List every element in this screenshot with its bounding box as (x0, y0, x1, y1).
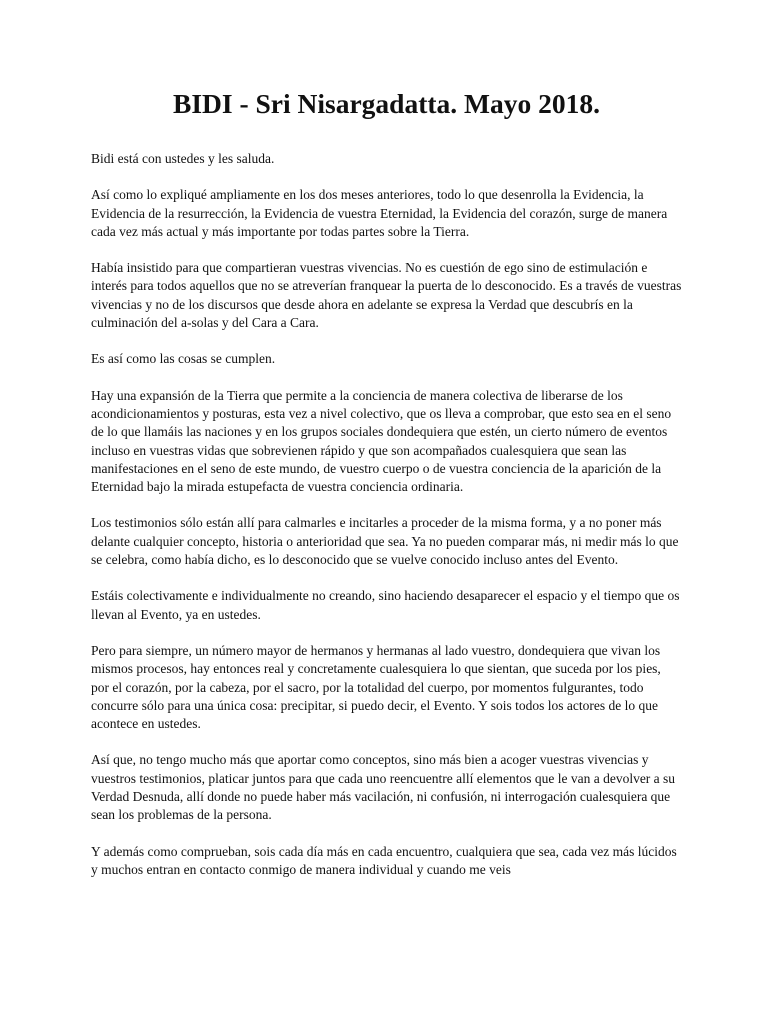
paragraph-5: Hay una expansión de la Tierra que permite a la conciencia de manera colectiva de liberarse de los acondicionamientos y posturas, esta vez a nivel colectivo, que os lleva a comprobar, que esto sea en el seno de lo que llamáis las naciones y en los grupos sociales dondequiera que estén, un cierto número de eventos incluso en vuestras vidas que sobrevienen rápido y que son acompañados cualesquiera que sean las manifestaciones en el seno de este mundo, de vuestro cuerpo o de vuestra conciencia de la aparición de la Eternidad bajo la mirada estupefacta de vuestra conciencia ordinaria. (91, 387, 672, 495)
paragraph-8: Pero para siempre, un número mayor de hermanos y hermanas al lado vuestro, dondequiera que vivan los mismos procesos, hay entonces real y concretamente cualesquiera lo que sientan, que suceda por los pies, por el corazón, por la cabeza, por el sacro, por la totalidad del cuerpo, por momentos fulgurantes, todo concurre sólo para una única cosa: precipitar, si puedo decir, el Evento. Y sois todos los actores de lo que acontece en ustedes. (91, 642, 661, 732)
paragraph-6: Los testimonios sólo están allí para calmarles e incitarles a proceder de la misma forma, y a no poner más delante cualquier concepto, historia o anterioridad que sea. Ya no pueden comparar más, ni medir más lo que se celebra, como había dicho, es lo desconocido que se vuelve conocido incluso antes del Evento. (91, 515, 679, 568)
paragraph-10: Y además como comprueban, sois cada día más en cada encuentro, cualquiera que sea, cada vez más lúcidos y muchos entran en contacto conmigo de manera individual y cuando me veis (91, 843, 677, 877)
paragraph-7: Estáis colectivamente e individualmente no creando, sino haciendo desaparecer el espacio y el tiempo que os llevan al Evento, ya en ustedes. (91, 588, 680, 622)
paragraph-4: Es así como las cosas se cumplen. (91, 351, 276, 367)
document-title: BIDI - Sri Nisargadatta. Mayo 2018. (172, 88, 600, 119)
paragraph-9: Así que, no tengo mucho más que aportar como conceptos, sino más bien a acoger vuestras vivencias y vuestros testimonios, platicar juntos para que cada uno reencuentre allí elementos que le van a devolver a su Verdad Desnuda, allí donde no puede haber más vacilación, ni confusión, ni interrogación cualesquiera que sean los problemas de la persona. (91, 752, 676, 823)
document-body (91, 150, 682, 879)
paragraph-3: Había insistido para que compartieran vuestras vivencias. No es cuestión de ego sino de estimulación e interés para todos aquellos que no se atreverían franquear la puerta de lo desconocido. Es a través de vuestras vivencias y no de los discursos que desde ahora en adelante se expresa la Verdad que descubrís en la culminación del a-solas y del Cara a Cara. (91, 260, 682, 331)
paragraph-2: Así como lo expliqué ampliamente en los dos meses anteriores, todo lo que desenrolla la Evidencia, la Evidencia de la resurrección, la Evidencia de vuestra Eternidad, la Evidencia del corazón, surge de manera cada vez más actual y más importante por todas partes sobre la Tierra. (91, 187, 668, 239)
paragraph-1: Bidi está con ustedes y les saluda. (91, 151, 275, 166)
